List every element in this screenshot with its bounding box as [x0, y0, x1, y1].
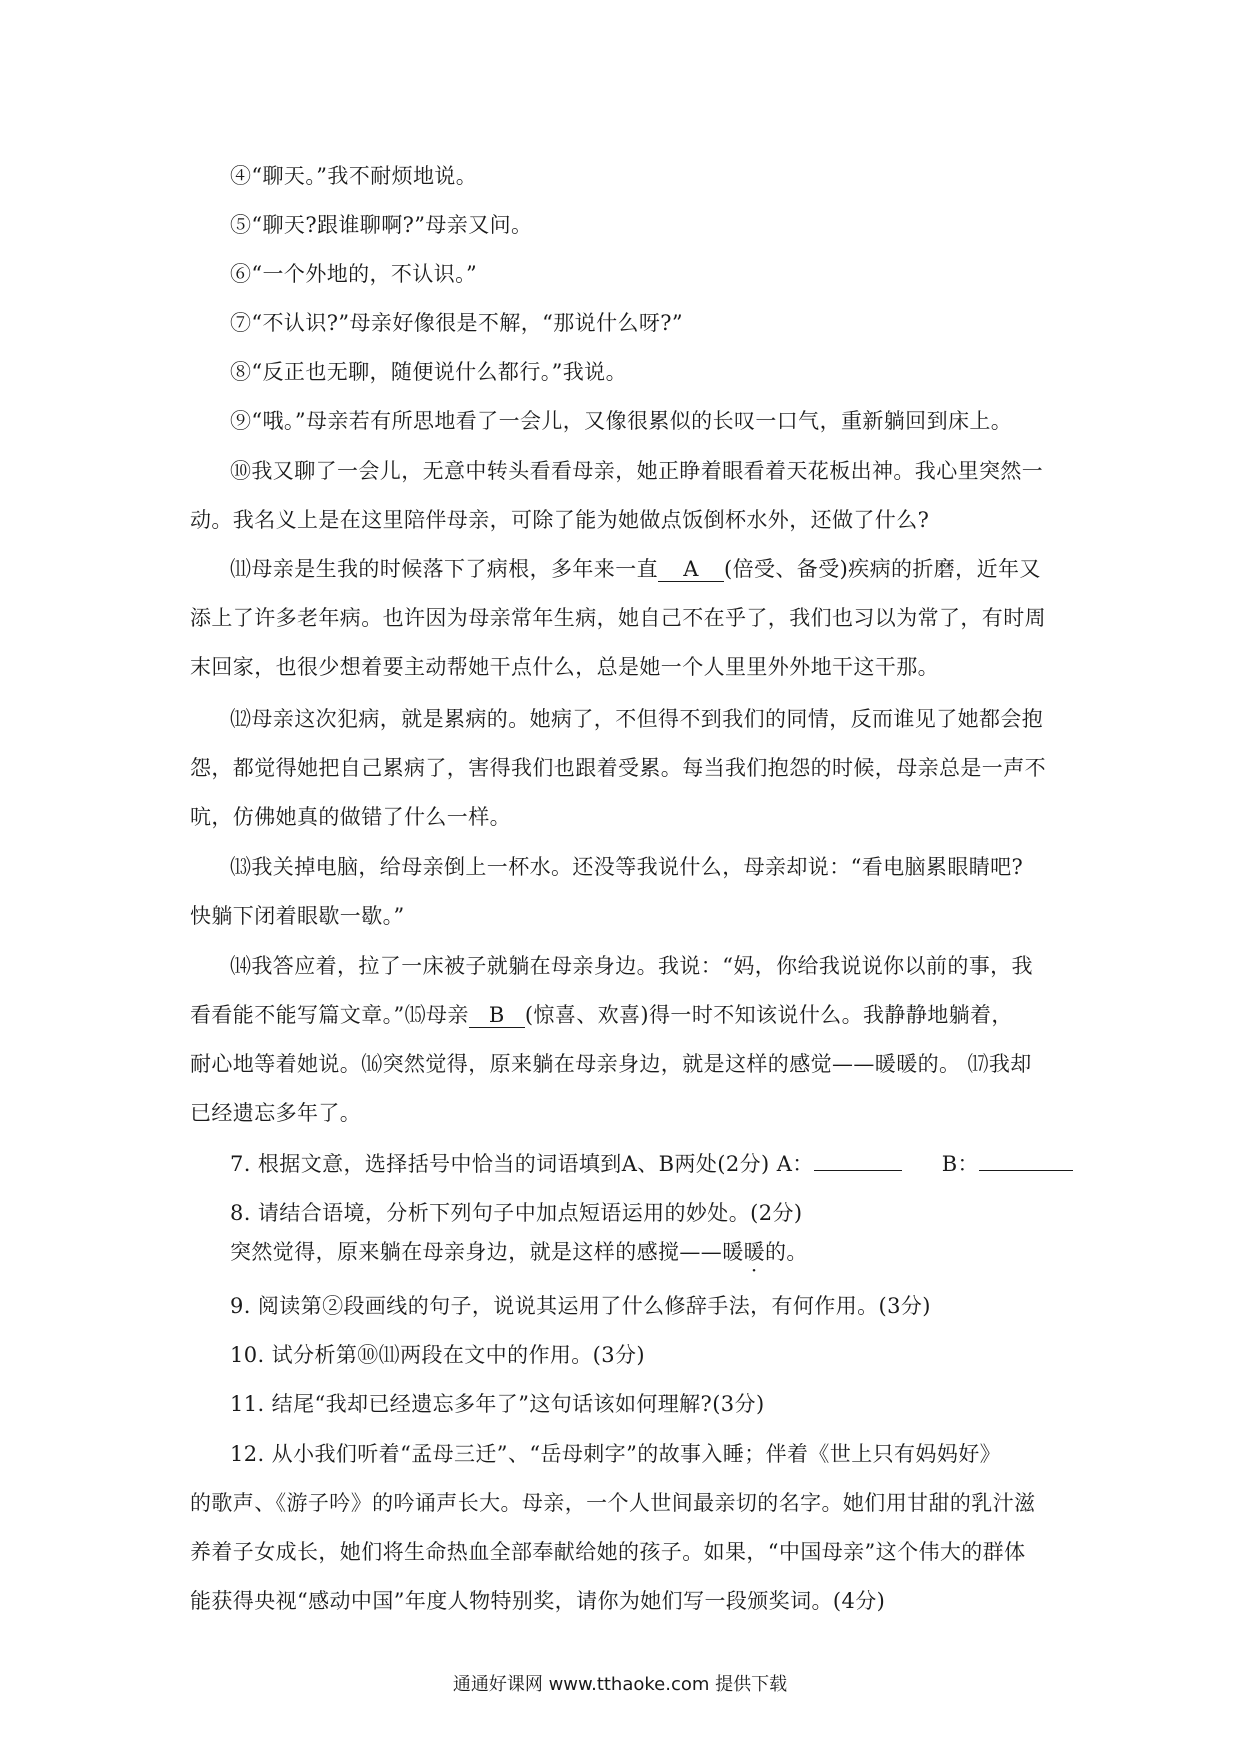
paragraph-14-text-before: 看看能不能写篇文章。”⒂母亲: [190, 1003, 469, 1027]
paragraph-13-line-2: 快躺下闭着眼歇一歇。”: [190, 904, 405, 928]
question-12-line-4: 能获得央视“感动中国”年度人物特别奖，请你为她们写一段颁奖词。(4分): [190, 1589, 886, 1613]
question-12-line-1: 12. 从小我们听着“孟母三迁”、“岳母刺字”的故事入睡；伴着《世上只有妈妈好》: [230, 1442, 1002, 1466]
dialogue-line-7: ⑦“不认识?”母亲好像很是不解，“那说什么呀?”: [230, 311, 684, 335]
paragraph-12-line-1: ⑿母亲这次犯病，就是累病的。她病了，不但得不到我们的同情，反而谁见了她都会抱: [230, 707, 1044, 731]
paragraph-10-line-1: ⑩我又聊了一会儿，无意中转头看看母亲，她正睁着眼看着天花板出神。我心里突然一: [230, 459, 1044, 483]
paragraph-12-line-3: 吭，仿佛她真的做错了什么一样。: [190, 805, 511, 829]
question-7-text: 7. 根据文意，选择括号中恰当的词语填到A、B两处(2分) A：: [230, 1152, 814, 1176]
paragraph-10-line-2: 动。我名义上是在这里陪伴母亲，可除了能为她做点饭倒杯水外，还做了什么?: [190, 508, 930, 532]
paragraph-14-line-2: [190, 999, 1013, 1029]
dotted-phrase: 暖暖的: [722, 1240, 787, 1264]
paragraph-14-line-4: 已经遗忘多年了。: [190, 1101, 362, 1125]
question-7-b-label: B：: [941, 1152, 979, 1176]
paragraph-13-line-1: ⒀我关掉电脑，给母亲倒上一杯水。还没等我说什么，母亲却说：“看电脑累眼睛吧?: [230, 855, 1024, 879]
page-footer: 通通好课网 www.tthaoke.com 提供下载: [452, 1674, 788, 1695]
blank-b: B: [469, 1003, 525, 1028]
question-11: 11. 结尾“我却已经遗忘多年了”这句话该如何理解?(3分): [230, 1392, 765, 1416]
question-10: 10. 试分析第⑩⑾两段在文中的作用。(3分): [230, 1343, 646, 1367]
blank-a: A: [658, 557, 724, 582]
question-8-sentence-before: 突然觉得，原来躺在母亲身边，就是这样的感搅——: [230, 1240, 723, 1264]
paragraph-14-line-1: ⒁我答应着，拉了一床被子就躺在母亲身边。我说：“妈，你给我说说你以前的事，我: [230, 954, 1033, 978]
dialogue-line-9: ⑨“哦。”母亲若有所思地看了一会儿，又像很累似的长叹一口气，重新躺回到床上。: [230, 409, 1013, 433]
paragraph-14-text-after: (惊喜、欢喜)得一时不知该说什么。我静静地躺着，: [524, 1003, 1013, 1027]
dialogue-line-5: ⑤“聊天?跟谁聊啊?”母亲又问。: [230, 213, 533, 237]
paragraph-11-text-after: (倍受、备受)疾病的折磨，近年又: [724, 557, 1041, 581]
paragraph-11-line-1: [230, 553, 1041, 583]
paragraph-11-line-2: 添上了许多老年病。也许因为母亲常年生病，她自己不在乎了，我们也习以为常了，有时周: [190, 606, 1046, 630]
paragraph-12-line-2: 怨，都觉得她把自己累病了，害得我们也跟着受累。每当我们抱怨的时候，母亲总是一声不: [190, 756, 1046, 780]
paragraph-14-line-3: 耐心地等着她说。⒃突然觉得，原来躺在母亲身边，就是这样的感觉——暖暖的。 ⒄我却: [190, 1052, 1032, 1076]
dialogue-line-8: ⑧“反正也无聊，随便说什么都行。”我说。: [230, 360, 627, 384]
question-12-line-3: 养着子女成长，她们将生命热血全部奉献给她的孩子。如果，“中国母亲”这个伟大的群体: [190, 1540, 1026, 1564]
dialogue-line-6: ⑥“一个外地的，不认识。”: [230, 262, 478, 286]
answer-blank-a[interactable]: [814, 1170, 902, 1171]
paragraph-11-line-3: 末回家，也很少想着要主动帮她干点什么，总是她一个人里里外外地干这干那。: [190, 655, 939, 679]
question-7: [230, 1148, 1073, 1178]
question-8: 8. 请结合语境，分析下列句子中加点短语运用的妙处。(2分): [230, 1201, 803, 1225]
question-8-sentence-after: 。: [786, 1240, 808, 1264]
question-8-sentence: [230, 1236, 808, 1266]
answer-blank-b[interactable]: [979, 1170, 1073, 1171]
paragraph-11-text-before: ⑾母亲是生我的时候落下了病根，多年来一直: [230, 557, 658, 581]
question-12-line-2: 的歌声、《游子吟》的吟诵声长大。母亲，一个人世间最亲切的名字。她们用甘甜的乳汁滋: [190, 1491, 1036, 1515]
dialogue-line-4: ④“聊天。”我不耐烦地说。: [230, 164, 478, 188]
question-9: 9. 阅读第②段画线的句子，说说其运用了什么修辞手法，有何作用。(3分): [230, 1294, 931, 1318]
